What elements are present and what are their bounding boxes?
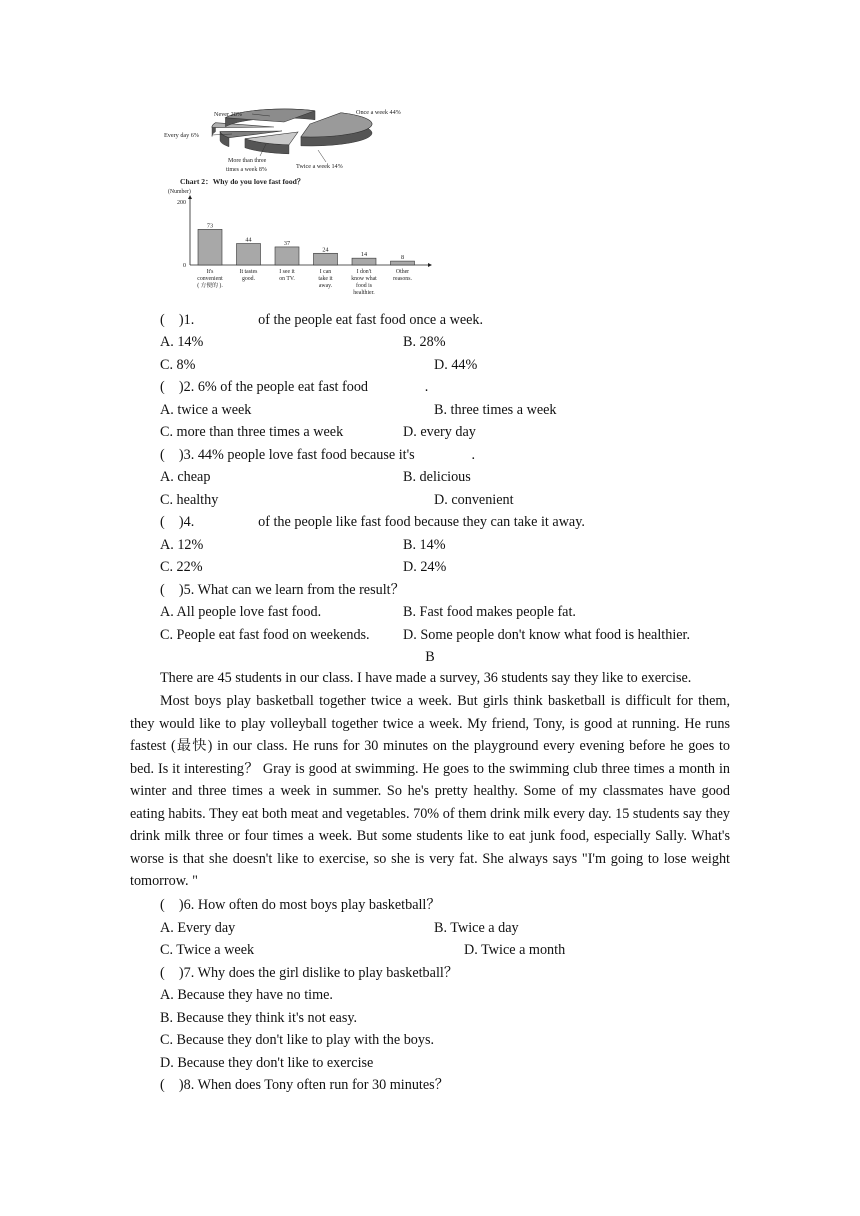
q3-option-a: A. cheap [160,469,211,485]
q2-option-b: B. three times a week [434,402,557,418]
bar [237,244,261,265]
question-3: ( )3. 44% people love fast food because it's . [160,447,475,463]
passage-paragraph-1-text: There are 45 students in our class. I have made a survey, 36 students say they like to exercise. [160,670,692,686]
q1-option-a: A. 14% [160,334,204,350]
bar-ytick-label: 200 [177,200,186,206]
question-5: ( )5. What can we learn from the result？ [160,582,405,598]
bar-value-label: 37 [283,239,291,247]
q4-option-c: C. 22% [160,559,203,575]
bar-value-label: 44 [245,236,252,244]
bar-category-label: on TV. [279,276,295,282]
section-b-heading: B [425,649,435,665]
q5-option-b: B. Fast food makes people fat. [403,604,576,620]
q5-option-c: C. People eat fast food on weekends. [160,627,370,643]
q6-option-c: C. Twice a week [160,942,255,958]
q2-option-a: A. twice a week [160,402,252,418]
q2-option-c: C. more than three times a week [160,424,344,440]
q6-option-b: B. Twice a day [434,920,519,936]
q4-option-b: B. 14% [403,537,446,553]
bar-category-label: take it [318,276,333,282]
pie-slice [212,123,274,128]
bar-category-label: Other [395,269,410,275]
q7-option-d: D. Because they don't like to exercise [160,1055,374,1071]
q1-option-b: B. 28% [403,334,446,350]
q6-option-d: D. Twice a month [464,942,566,958]
question-4: ( )4. of the people like fast food because they can take it away. [160,514,585,530]
q4-option-a: A. 12% [160,537,204,553]
bar [198,229,222,265]
q5-option-d: D. Some people don't know what food is healthier. [403,627,691,643]
bar-category-label: good. [241,276,256,282]
question-7: ( )7. Why does the girl dislike to play basketball？ [160,965,459,981]
q4-option-d: D. 24% [403,559,447,575]
bar [352,258,376,265]
pie-label-never: Never 28% [214,111,243,118]
bar-category-label: reasons. [393,276,412,282]
q1-option-d: D. 44% [434,357,478,373]
passage-paragraph-1 [130,667,730,690]
bar-chart-title: Chart 2：Why do you love fast food？ [180,177,305,186]
question-8: ( )8. When does Tony often run for 30 minutes？ [160,1077,449,1093]
bar-category-label: I see it [279,269,295,275]
pie-label-every-day: Every day 6% [164,132,200,139]
bar-y-axis-arrow [188,195,192,199]
bar-category-label: It tastes [239,269,258,275]
chart-svg [160,104,438,300]
survey-chart-figure [160,104,438,300]
bar-category-label: food is [356,283,372,289]
passage-paragraph-2-text: Most boys play basketball together twice a week. But girls think basketball is difficult for them, they would like to play volleyball together twice a week. My friend, Tony, is good at running. He runs fastest (最快) in our class. He runs for 30 minutes on the playground every evening before he goes to bed. Is it interesting？ Gray is good at swimming. He goes to the swimming club three times a month in winter and three times a week in summer. So he's pretty healthy. Some of my classmates have good eating habits. They eat both meat and vegetables. 70% of them drink milk every day. 15 students say they drink milk three or four times a week. But some students like to eat junk food, especially Sally. What's worse is that she doesn't like to exercise, so she is very fat. She always says "I'm going to lose weight tomorrow. " [130,693,730,889]
question-1: ( )1. of the people eat fast food once a week. [160,312,484,328]
pie-label-once-a-week: Once a week 44% [356,109,401,116]
bar-x-axis-arrow [428,263,432,267]
bar-category-label: I can [319,269,332,275]
bar-category-label: I don't [356,269,372,275]
q5-option-a: A. All people love fast food. [160,604,322,620]
bar [391,261,415,265]
bar-category-label: convenient [197,276,223,282]
pie-leader-line [318,150,326,162]
q3-option-b: B. delicious [403,469,471,485]
question-2: ( )2. 6% of the people eat fast food . [160,379,429,395]
bar-category-label: ( 方便的 ). [197,283,223,289]
q3-option-c: C. healthy [160,492,219,508]
bar-category-label: healthier. [353,290,375,296]
bar [275,247,299,265]
bar-value-label: 24 [322,246,329,254]
pie-label-more-than-three-line2: times a week 8% [226,167,267,173]
bar [314,253,338,265]
pie-label-more-than-three: More than three [228,158,267,164]
q7-option-b: B. Because they think it's not easy. [160,1010,358,1026]
bar-category-label: away. [318,283,333,289]
bar-category-label: know what [351,276,377,282]
q6-option-a: A. Every day [160,920,236,936]
q7-option-c: C. Because they don't like to play with the boys. [160,1032,435,1048]
q1-option-c: C. 8% [160,357,196,373]
bar-category-label: It's [206,269,214,275]
q2-option-d: D. every day [403,424,476,440]
bar-value-label: 73 [206,222,214,230]
q7-option-a: A. Because they have no time. [160,987,333,1003]
passage-paragraph-2 [130,690,730,893]
bar-ytick-label: 0 [183,263,186,269]
pie-label-twice-a-week: Twice a week 14% [296,163,343,170]
bar-value-label: 14 [360,251,368,259]
question-6: ( )6. How often do most boys play basketball？ [160,897,441,913]
bar-value-label: 8 [400,254,405,262]
bar-chart-ylabel: (Number) [168,189,191,195]
q3-option-d: D. convenient [434,492,514,508]
